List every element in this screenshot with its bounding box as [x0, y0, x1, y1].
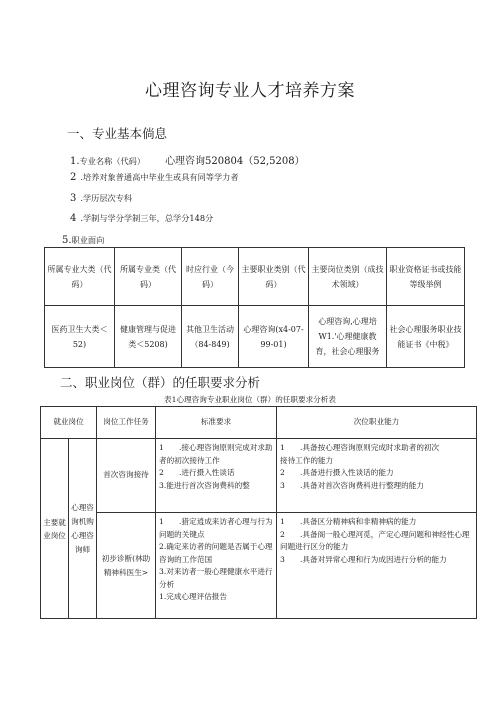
info-item-3	[70, 193, 132, 204]
table-header-row	[41, 407, 477, 439]
info-item-2	[70, 172, 239, 183]
standard-line: 3.能进行首次咨询费科的整	[159, 480, 250, 490]
header-cell: 岗位工作任务	[97, 407, 156, 439]
header-cell: 主要职业类别（代码）	[239, 248, 309, 306]
ability-line: 3 .具备对异常心理和行为成因进行分析的能力	[280, 554, 447, 564]
abilities-cell	[277, 439, 477, 513]
table-caption: 表1心理咨询专业职业岗位（群）的任职要求分析表	[164, 395, 336, 404]
ability-line: 2 .具备阁一般心理河觅，产定心理问题和神经性心理问题进行区分的能力	[280, 529, 470, 551]
header-cell: 时应行业（今码）	[182, 248, 239, 306]
info-item-2-prefix: 2	[70, 172, 77, 183]
header-cell: 所属专业类（代码）	[115, 248, 182, 306]
standard-line: 1 .猎定逍成来访者心理与行为问题的关键点	[159, 517, 273, 539]
info-item-5	[62, 235, 104, 246]
info-item-3-prefix: 3	[70, 193, 77, 204]
ability-line: 3 .具备对首次咨询费科进行整理的能力	[280, 480, 424, 490]
info-item-4-text: .学制与学分学制三年，总学分148分	[80, 213, 214, 223]
abilities-cell	[277, 513, 477, 619]
document-title: 心理咨询专业人才培养方案	[145, 81, 355, 101]
job-requirements-table	[40, 406, 477, 619]
info-item-3-text: .学历层次专科	[80, 193, 133, 203]
table-header-row	[45, 248, 465, 306]
header-cell: 所属专业大类（代码）	[45, 248, 115, 306]
post-cell: 心理咨询机购心理咨询师	[69, 439, 97, 619]
table-row	[41, 439, 477, 513]
header-cell: 次位职业能力	[277, 407, 477, 439]
section1-heading: 一、专业基本倘息	[67, 126, 168, 141]
info-item-1-prefix: 1.	[70, 156, 80, 167]
ability-line: 1 .具备区分精神病和非精神病的能力	[280, 517, 417, 526]
standard-line: 1.完成心理评估报告	[159, 592, 227, 601]
table-cell: 医药卫生大类＜52)	[45, 306, 115, 368]
employment-group-cell: 主要就业岗位	[41, 439, 69, 619]
table-cell: 社会心理服务职业技能证书《中税》	[387, 306, 465, 368]
info-item-1-text: 专业名称（代码）	[79, 156, 146, 166]
info-item-1	[70, 152, 305, 167]
info-item-1-value: 心理咨询520804（52,5208）	[165, 156, 305, 167]
table-row	[45, 306, 465, 368]
task-cell: 首次咨询接待	[97, 439, 156, 513]
ability-line: 1 .具备按心理咨询原则完成时求助者的初次	[280, 443, 440, 452]
standard-line: 3.对来访者一般心理健康水平进行分析	[159, 567, 273, 589]
standard-line: 2.确定来访者的问题是否属于心理咨询的工作范国	[159, 542, 273, 564]
task-cell: 初步诊断(林助精神科医生>	[97, 513, 156, 619]
table-cell: 健康管理与促进类＜5208)	[115, 306, 182, 368]
standard-line: 2 .进行摄入性谈话	[159, 468, 235, 477]
table-cell: 心理咨询,心理培W1.'心理健康教育，社会心理服务	[309, 306, 387, 368]
section2-heading: 二、职业岗位（群）的任职要求分析	[60, 375, 261, 390]
table-cell: 心理咨询(x4-07-99-01)	[239, 306, 309, 368]
header-cell: 职业资格证书或技能等级举例	[387, 248, 465, 306]
info-item-5-prefix: 5.	[62, 235, 72, 246]
info-item-4-prefix: 4	[70, 213, 77, 224]
header-cell: 标准要求	[156, 407, 277, 439]
info-item-4	[70, 213, 213, 224]
standards-cell	[156, 513, 277, 619]
info-item-2-text: .培养对象普通高中毕业生或具有同等学力者	[80, 172, 239, 182]
standards-cell	[156, 439, 277, 513]
ability-line: 接待工作的能力	[280, 455, 334, 465]
header-cell: 就业岗位	[41, 407, 97, 439]
career-orientation-table	[44, 247, 465, 368]
table-cell: 其他卫生活动（84-849)	[182, 306, 239, 368]
table-row	[41, 513, 477, 619]
info-item-5-text: 职业面向	[71, 235, 105, 245]
header-cell: 主要岗位类别（成技术领域）	[309, 248, 387, 306]
ability-line: 2 .具备进行摄入性谈话的能力	[280, 468, 394, 477]
standard-line: 1 .接心理咨询原则完成对求助者的初次接待工作	[159, 443, 273, 465]
